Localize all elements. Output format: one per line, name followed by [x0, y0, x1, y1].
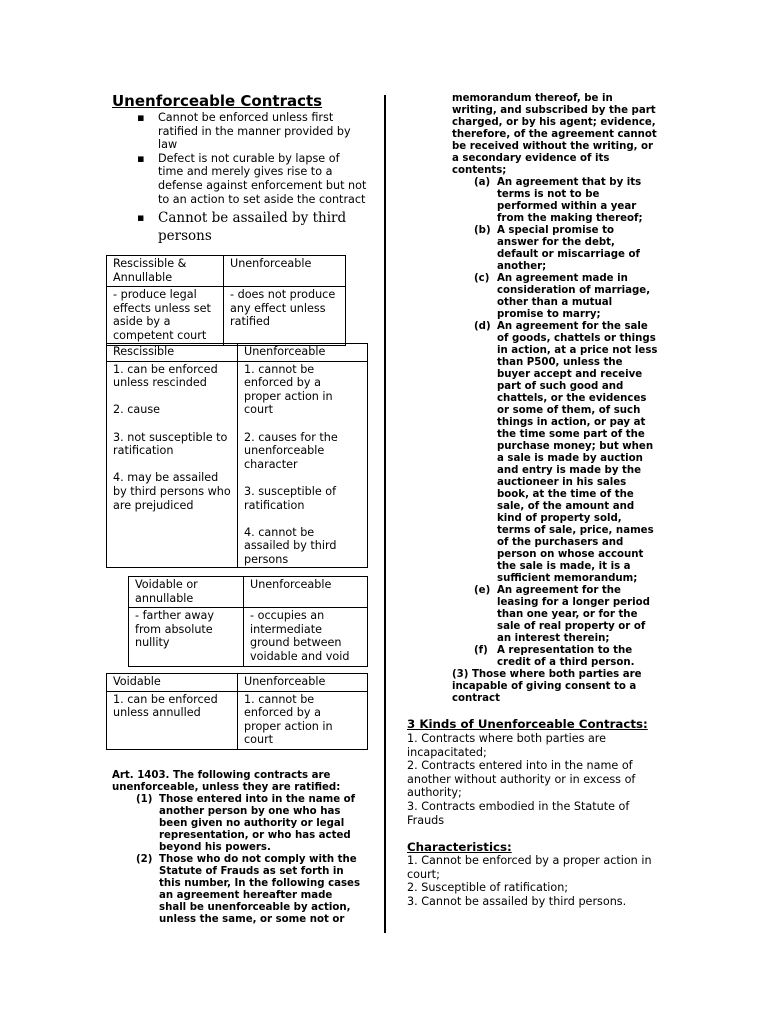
- statute-subitems: [452, 177, 658, 669]
- item-marker: (f): [474, 645, 488, 656]
- table-header: Voidable or annullable: [129, 577, 244, 608]
- item-marker: (b): [474, 225, 491, 236]
- characteristics-list: [407, 854, 667, 908]
- table-header: Unenforceable: [224, 256, 346, 287]
- table-cell: 1. can be enforced unless rescinded 2. cause 3. not susceptible to ratification 4. may be assailed by third persons who are prejudiced: [107, 361, 238, 567]
- article-intro: Art. 1403. The following contracts are unenforceable, unless they are ratified:: [112, 770, 341, 793]
- comparison-table-rescissible-annullable: [106, 255, 346, 346]
- table-cell: 1. cannot be enforced by a proper action in court: [238, 691, 368, 749]
- list-item: (c) An agreement made in consideration of marriage, other than a mutual promise to marry;: [474, 273, 651, 320]
- statute-of-frauds-continuation: memorandum thereof, be in writing, and subscribed by the part charged, or by his agent; evidence, therefore, of the agreement cannot be received without the writing, or a secondary evidence of its contents; (a) An agreement that by its terms is not to be performed within a year from the making thereof; (b) A special promise to answer for the debt, default or miscarriage of another; (c) An agreement made in consideration of marriage, other than a mutual promise to marry; (d) An agreement for the sale of goods, chattels or things in action, at a price not less than P500, unless the buyer accept and receive part of such good and chattels, or the evidences or some of them, of such things in action, or pay at the time some part of the purchase money; but when a sale is made by auction and entry is made by the auctioneer in his sales book, at the time of the sale, of the amount and kind of property sold, terms of sale, price, names of the purchasers and person on whose account the sale is made, it is a sufficient memorandum; (e) An agreement for the leasing for a longer period than one year, or for the sale of real property or of an interest therein; (f) A representation to the credit of a third person. (3) Those where both parties are incapable of giving consent to a contract: [452, 93, 658, 704]
- characteristics-bullet-list: [137, 111, 367, 245]
- article-items: [112, 794, 362, 926]
- list-item: (1) Those entered into in the name of another person by one who has been given no authority or legal representation, or who has acted beyond his powers.: [136, 794, 356, 853]
- table-cell: - produce legal effects unless set aside by a competent court: [107, 287, 224, 345]
- table-header: Rescissible: [107, 344, 238, 362]
- table-cell: - does not produce any effect unless ratified: [224, 287, 346, 345]
- item-marker: (a): [474, 177, 491, 188]
- square-bullet-icon: ▪: [137, 151, 145, 165]
- list-item: (e) An agreement for the leasing for a longer period than one year, or for the sale of real property or of an interest therein;: [474, 585, 650, 644]
- list-item: 2. Susceptible of ratification;: [407, 881, 569, 895]
- list-item: (b) A special promise to answer for the debt, default or miscarriage of another;: [474, 225, 640, 272]
- list-item: 3. Cannot be assailed by third persons.: [407, 894, 627, 908]
- bullet-item: ▪ Defect is not curable by lapse of time and merely gives rise to a defense against enforcement but not to an action to set aside the contract: [137, 151, 367, 206]
- list-item: (2) Those who do not comply with the Statute of Frauds as set forth in this number, In the following cases an agreement hereafter made shall be unenforceable by action, unless the same, or some not or: [136, 854, 361, 925]
- item-marker: (d): [474, 321, 491, 332]
- page-title: Unenforceable Contracts: [112, 92, 323, 110]
- list-item: (f) A representation to the credit of a third person.: [474, 645, 635, 668]
- bullet-item: ▪ Cannot be assailed by third persons: [137, 210, 347, 245]
- article-item-3: (3) Those where both parties are incapable of giving consent to a contract: [452, 669, 642, 704]
- kinds-heading: 3 Kinds of Unenforceable Contracts:: [407, 717, 648, 731]
- table-header: Unenforceable: [238, 674, 368, 692]
- column-divider: [384, 95, 386, 933]
- kinds-list: [407, 732, 657, 827]
- item-marker: (c): [474, 273, 490, 284]
- square-bullet-icon: ▪: [137, 111, 145, 124]
- table-cell: 1. cannot be enforced by a proper action in court 2. causes for the unenforceable character 3. susceptible of ratification 4. cannot be assailed by third persons: [238, 361, 368, 567]
- list-item: 3. Contracts embodied in the Statute of Frauds: [407, 799, 630, 827]
- square-bullet-icon: ▪: [137, 211, 145, 225]
- characteristics-heading: Characteristics:: [407, 840, 512, 854]
- comparison-table-rescissible: [106, 343, 368, 568]
- item-marker: (1): [136, 794, 153, 805]
- list-item: 1. Contracts where both parties are incapacitated;: [407, 732, 607, 759]
- list-item: 1. Cannot be enforced by a proper action in court;: [407, 854, 652, 881]
- item-marker: (2): [136, 854, 153, 865]
- table-cell: - occupies an intermediate ground between voidable and void: [244, 608, 368, 666]
- table-header: Voidable: [107, 674, 238, 692]
- table-cell: - farther away from absolute nullity: [129, 608, 244, 666]
- comparison-table-voidable: [106, 673, 368, 750]
- list-item: (d) An agreement for the sale of goods, chattels or things in action, at a price not less than P500, unless the buyer accept and receive part of such good and chattels, or the evidences or some of them, of such things in action, or pay at the time some part of the purchase money; but when a sale is made by auction and entry is made by the auctioneer in his sales book, at the time of the sale, of the amount and kind of property sold, terms of sale, price, names of the purchasers and person on whose account the sale is made, it is a sufficient memorandum;: [474, 321, 658, 584]
- comparison-table-voidable-or-annullable: [128, 576, 368, 667]
- list-item: (a) An agreement that by its terms is not to be performed within a year from the making thereof;: [474, 177, 643, 224]
- list-item: 2. Contracts entered into in the name of another without authority or in excess of authority;: [407, 759, 636, 800]
- table-cell: 1. can be enforced unless annulled: [107, 691, 238, 749]
- table-header: Unenforceable: [238, 344, 368, 362]
- table-header: Unenforceable: [244, 577, 368, 608]
- table-header: Rescissible & Annullable: [107, 256, 224, 287]
- item-marker: (e): [474, 585, 491, 596]
- bullet-item: ▪ Cannot be enforced unless first ratified in the manner provided by law: [137, 111, 351, 152]
- article-1403: [112, 770, 362, 926]
